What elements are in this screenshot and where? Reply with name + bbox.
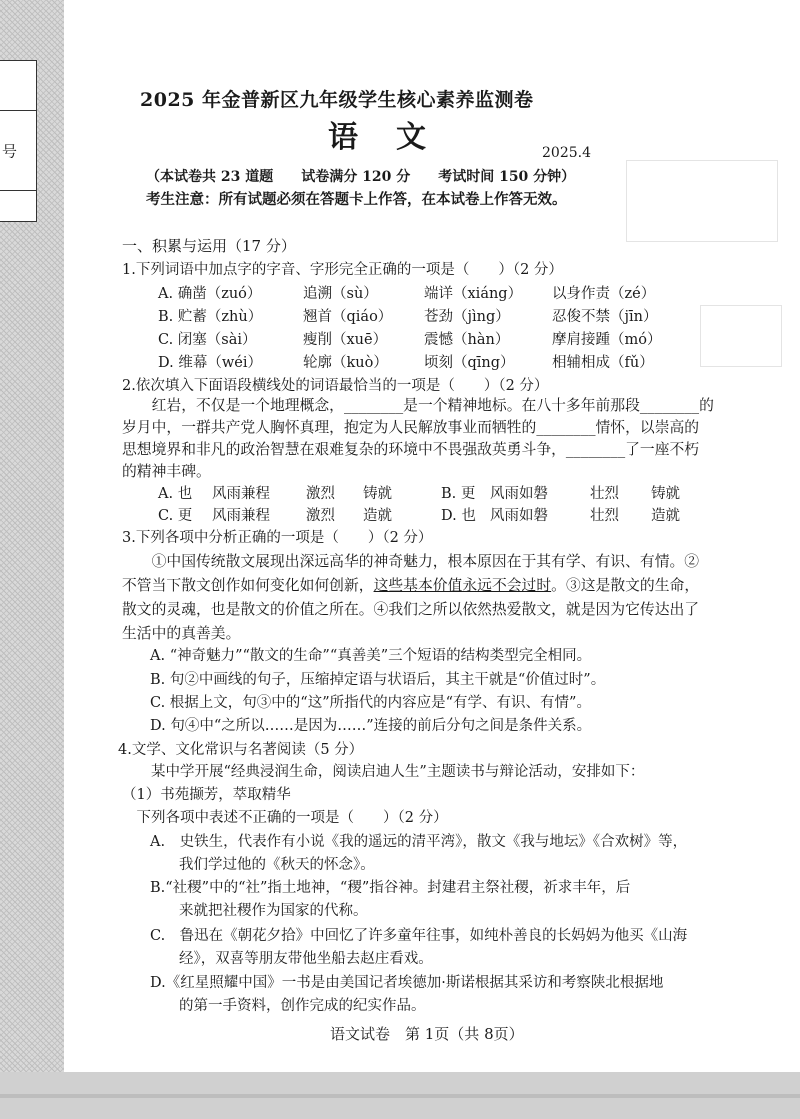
q1-option-d-word3: 顷刻（qīng） (424, 355, 515, 371)
q2-option-a-word: 风雨兼程 (212, 486, 270, 502)
q2-option-b: B. 更 (441, 486, 476, 502)
q4-option-a: A. 史铁生，代表作有小说《我的遥远的清平湾》，散文《我与地坛》《合欢树》等， (150, 834, 688, 850)
q1-option-a-word2: 追溯（sù） (303, 286, 378, 302)
q2-paragraph-line: 思想境界和非凡的政治智慧在艰难复杂的环境中不畏强敌英勇斗争，________了一座不朽 (122, 441, 700, 458)
q1-stem: 1.下列词语中加点字的字音、字形完全正确的一项是（ ）（2 分） (122, 262, 563, 278)
q1-option-c-word1: C. 闭塞（sài） (158, 332, 257, 348)
q2-option-c-word: 造就 (363, 508, 392, 524)
q2-option-b-word: 风雨如磐 (490, 486, 548, 502)
q2-option-d-word: 造就 (651, 508, 680, 524)
q1-option-b-word1: B. 贮蓄（zhù） (158, 309, 263, 325)
q4-option-b-cont: 来就把社稷作为国家的代称。 (150, 903, 368, 919)
q1-option-a-word3: 端详（xiáng） (424, 286, 523, 302)
q2-paragraph-line: 的精神丰碑。 (122, 463, 211, 480)
q4-sub1-title: （1）书苑撷芳，萃取精华 (122, 787, 291, 803)
q3-paragraph-line: 散文的灵魂，也是散文的价值之所在。④我们之所以依然热爱散文，就是因为它传达出了 (122, 601, 700, 618)
q3-paragraph-line: ①中国传统散文展现出深远高华的神奇魅力，根本原因在于其有学、有识、有情。② (122, 553, 700, 570)
page-footer: 语文试卷 第 1页（共 8页） (330, 1025, 524, 1043)
q2-option-a: A. 也 (158, 486, 193, 502)
q3-option-b: B. 句②中画线的句子，压缩掉定语与状语后，其主干就是“价值过时”。 (150, 672, 606, 688)
q1-option-c-word4: 摩肩接踵（mó） (552, 332, 662, 348)
q2-option-a-word: 铸就 (363, 486, 392, 502)
exam-info: （本试卷共 23 道题 试卷满分 120 分 考试时间 150 分钟） (146, 169, 576, 185)
info-box-1 (0, 60, 37, 112)
q1-option-a-word1: A. 确凿（zuó） (158, 286, 262, 302)
q3-paragraph-line: 生活中的真善美。 (122, 625, 241, 642)
bleed-through-box (700, 305, 782, 367)
bleed-through-box (626, 160, 778, 242)
q4-option-c: C. 鲁迅在《朝花夕拾》中回忆了许多童年往事，如纯朴善良的长妈妈为他买《山海 (150, 928, 688, 944)
scan-bottom-line (0, 1094, 800, 1098)
q1-option-b-word3: 苍劲（jìng） (424, 309, 510, 325)
q1-option-d-word2: 轮廓（kuò） (303, 355, 388, 371)
q2-option-b-word: 壮烈 (590, 486, 619, 502)
q4-stem: 4.文学、文化常识与名著阅读（5 分） (118, 742, 364, 758)
q4-intro: 某中学开展“经典浸润生命，阅读启迪人生”主题读书与辩论活动，安排如下： (122, 764, 645, 780)
q1-option-c-word3: 震憾（hàn） (424, 332, 510, 348)
q4-option-a-cont: 我们学过他的《秋天的怀念》。 (150, 857, 375, 873)
q1-option-d-word4: 相辅相成（fǔ） (552, 355, 654, 371)
q3-paragraph-line (122, 576, 699, 596)
q3-option-d: D. 句④中“之所以……是因为……”连接的前后分句之间是条件关系。 (150, 718, 592, 734)
q1-option-b-word4: 忍俊不禁（jīn） (552, 309, 658, 325)
info-box-2 (0, 110, 37, 192)
q1-option-c-word2: 瘦削（xuē） (303, 332, 388, 348)
q4-option-d-cont: 的第一手资料，创作完成的纪实作品。 (150, 998, 426, 1014)
q2-option-d-word: 壮烈 (590, 508, 619, 524)
section-title: 一、积累与运用（17 分） (122, 237, 296, 255)
q2-option-c: C. 更 (158, 508, 193, 524)
q2-option-d: D. 也 (441, 508, 476, 524)
q2-paragraph-line: 红岩，不仅是一个地理概念，________是一个精神地标。在八十多年前那段________的 (122, 397, 714, 414)
q1-option-a-word4: 以身作责（zé） (552, 286, 656, 302)
q2-stem: 2.依次填入下面语段横线处的词语最恰当的一项是（ ）（2 分） (122, 378, 549, 394)
exam-date: 2025.4 (542, 145, 591, 161)
q3-text: 不管当下散文创作如何变化如何创新， (122, 577, 374, 594)
q3-option-c: C. 根据上文，句③中的“这”所指代的内容应是“有学、有识、有情”。 (150, 695, 591, 711)
q3-stem: 3.下列各项中分析正确的一项是（ ）（2 分） (122, 530, 433, 546)
q2-option-c-word: 风雨兼程 (212, 508, 270, 524)
q4-option-d: D.《红星照耀中国》一书是由美国记者埃德加·斯诺根据其采访和考察陕北根据地 (150, 975, 664, 991)
info-box-label: 号 (2, 142, 18, 161)
q2-option-a-word: 激烈 (306, 486, 335, 502)
exam-notice: 考生注意：所有试题必须在答题卡上作答，在本试卷上作答无效。 (146, 191, 567, 208)
q2-option-b-word: 铸就 (651, 486, 680, 502)
q1-option-d-word1: D. 维幕（wéi） (158, 355, 262, 371)
q1-option-b-word2: 翘首（qiáo） (303, 309, 393, 325)
subject-title: 语文 (328, 120, 464, 155)
q3-underlined-sentence: 这些基本价值永远不会过时 (373, 577, 552, 594)
q2-paragraph-line: 岁月中，一群共产党人胸怀真理，抱定为人民解放事业而牺牲的________情怀，以崇高的 (122, 419, 700, 436)
q2-option-d-word: 风雨如磐 (490, 508, 548, 524)
q4-option-c-cont: 经》，双喜等朋友带他坐船去赵庄看戏。 (150, 951, 433, 967)
q3-option-a: A. “神奇魅力”“散文的生命”“真善美”三个短语的结构类型完全相同。 (150, 648, 592, 664)
q4-option-b: B.“社稷”中的“社”指土地神，“稷”指谷神。封建君主祭社稷，祈求丰年，后 (150, 880, 631, 896)
q3-text: 。③这是散文的生命， (551, 577, 700, 594)
q4-sub1-stem: 下列各项中表述不正确的一项是（ ）（2 分） (122, 810, 448, 826)
q2-option-c-word: 激烈 (306, 508, 335, 524)
info-box-3 (0, 190, 37, 222)
exam-title: 2025 年金普新区九年级学生核心素养监测卷 (140, 89, 534, 111)
